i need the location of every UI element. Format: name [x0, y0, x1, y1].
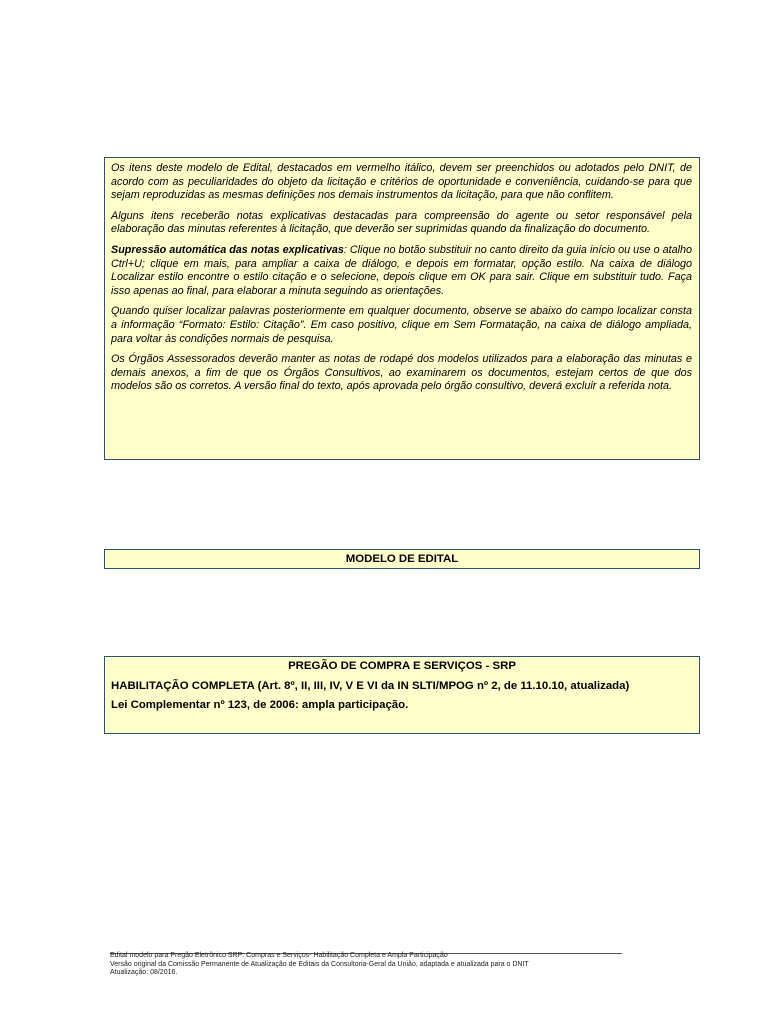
footer-line-2: Versão original da Comissão Permanente de Atualização de Editais da Consultoria-Geral da União, adaptada e atualizada para o DNIT — [110, 960, 529, 968]
pregao-title: PREGÃO DE COMPRA E SERVIÇOS - SRP — [288, 660, 516, 672]
note-paragraph-3-heading: Supressão automática das notas explicativas — [111, 243, 344, 256]
model-title: MODELO DE EDITAL — [345, 553, 459, 565]
lei-complementar-text: Lei Complementar nº 123, de 2006: ampla participação. — [111, 699, 409, 711]
explanatory-notes-box — [104, 157, 700, 460]
note-paragraph-2: Alguns itens receberão notas explicativas destacadas para compreensão do agente ou setor responsável pela elaboração das minutas referentes à licitação, que deverão ser suprimidas quando da finalização do documento. — [111, 209, 692, 236]
footer-line-1: Edital modelo para Pregão Eletrônico SRP: Compras e Serviços- Habilitação Completa e Ampla Participação — [110, 952, 448, 959]
model-title-box — [104, 549, 700, 569]
note-paragraph-3 — [111, 244, 692, 298]
footer-line-3: Atualização: 08/2016. — [110, 969, 178, 977]
note-paragraph-5: Os Órgãos Assessorados deverão manter as notas de rodapé dos modelos utilizados para a elaboração das minutas e demais anexos, a fim de que os Órgãos Consultivos, ao examinarem os documentos, estejam certos de que dos modelos são os corretos. A versão final do texto, após aprovada pelo órgão consultivo, deverá excluir a referida nota. — [111, 353, 692, 393]
note-paragraph-1: Os itens deste modelo de Edital, destacados em vermelho itálico, devem ser preenchidos ou adotados pelo DNIT, de acordo com as peculiaridades do objeto da licitação e critérios de oportunidade e conveniência, cuidando-se para que sejam reproduzidas as mesmas definições nos demais instrumentos da licitação, para que não conflitem. — [111, 162, 692, 202]
pregao-box — [104, 656, 700, 734]
page-footer — [110, 952, 640, 978]
habilitacao-text: HABILITAÇÃO COMPLETA (Art. 8º, II, III, IV, V E VI da IN SLTI/MPOG nº 2, de 11.10.10, atualizada) — [111, 680, 630, 692]
note-paragraph-4: Quando quiser localizar palavras posteriormente em qualquer documento, observe se abaixo do campo localizar consta a informação “Formato: Estilo: Citação”. Em caso positivo, clique em Sem Formatação, na caixa de diálogo ampliada, para voltar às condições normais de pesquisa. — [111, 305, 692, 345]
note-paragraph-3-text: : Clique no botão substituir no canto direito da guia início ou use o atalho Ctrl+U; clique em mais, para ampliar a caixa de diálogo, e depois em formatar, opção estilo. Na caixa de diálogo Localizar estilo encontre o estilo citação e o selecione, depois clique em OK para sair. Clique em substituir tudo. Faça isso apenas ao final, para elaborar a minuta seguindo as orientações. — [111, 243, 692, 297]
